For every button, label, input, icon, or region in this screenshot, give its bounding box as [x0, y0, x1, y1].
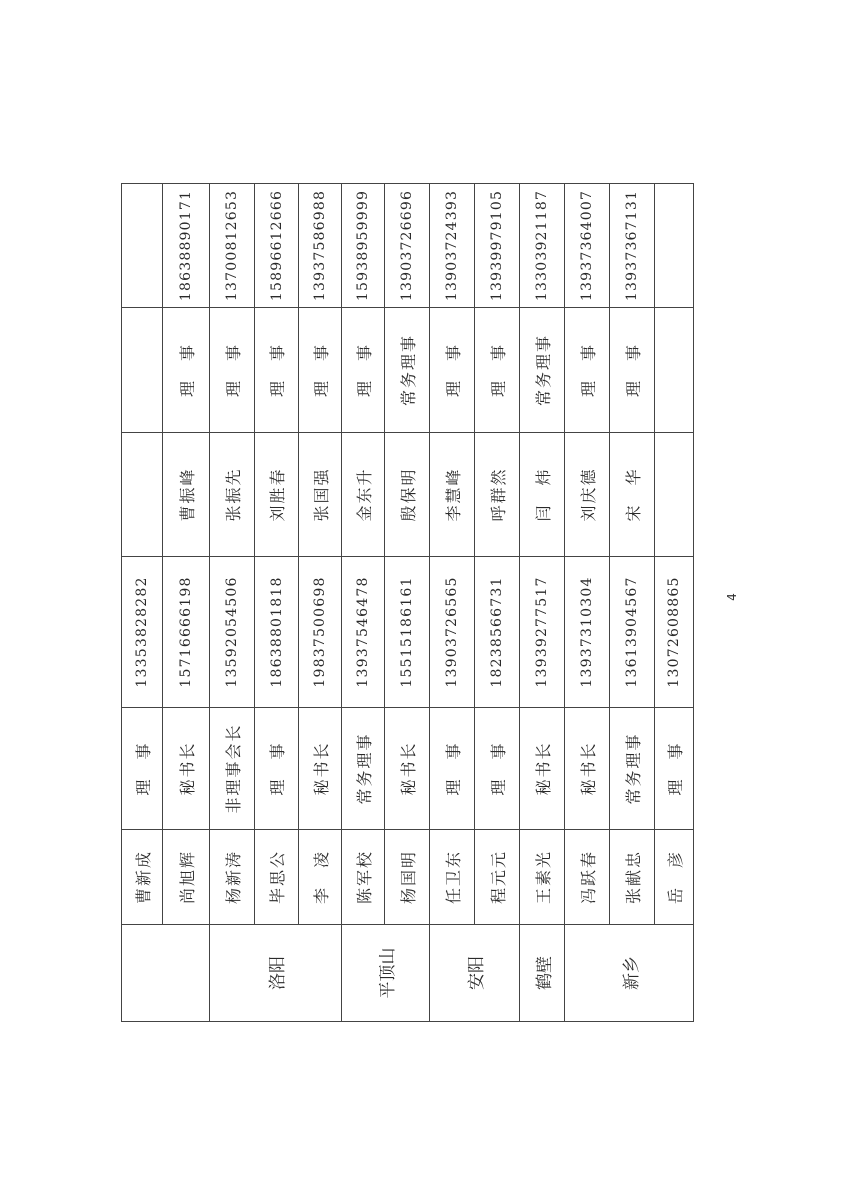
role-cell: 理 事 — [655, 708, 694, 830]
phone-cell: 19837500698 — [299, 557, 342, 708]
table-row — [520, 184, 565, 1022]
name-cell: 金东升 — [342, 433, 385, 557]
role-cell: 理 事 — [299, 308, 342, 433]
name-cell-blank — [122, 433, 163, 557]
phone-cell: 13353828282 — [122, 557, 163, 708]
phone-cell: 18638801818 — [255, 557, 299, 708]
role-cell: 常务理事 — [610, 708, 655, 830]
name-cell: 冯跃春 — [565, 830, 610, 925]
role-cell: 理 事 — [255, 308, 299, 433]
phone-cell: 18638890171 — [163, 184, 210, 308]
role-cell: 理 事 — [430, 708, 475, 830]
name-cell: 殷保明 — [385, 433, 430, 557]
phone-cell-blank — [655, 184, 694, 308]
phone-cell: 13939979105 — [475, 184, 520, 308]
role-cell: 理 事 — [255, 708, 299, 830]
region-cell: 新乡 — [565, 925, 694, 1022]
role-cell-blank — [655, 308, 694, 433]
name-cell: 刘庆德 — [565, 433, 610, 557]
role-cell: 秘书长 — [299, 708, 342, 830]
table-row — [475, 184, 520, 1022]
role-cell: 理 事 — [475, 308, 520, 433]
name-cell: 王素光 — [520, 830, 565, 925]
role-cell: 常务理事 — [520, 308, 565, 433]
phone-cell: 13937367131 — [610, 184, 655, 308]
table-row — [430, 184, 475, 1022]
role-cell: 常务理事 — [342, 708, 385, 830]
role-cell: 理 事 — [610, 308, 655, 433]
table-row — [210, 184, 255, 1022]
role-cell: 常务理事 — [385, 308, 430, 433]
phone-cell: 13939277517 — [520, 557, 565, 708]
name-cell: 刘胜春 — [255, 433, 299, 557]
phone-cell: 13903724393 — [430, 184, 475, 308]
phone-cell: 13903726696 — [385, 184, 430, 308]
phone-cell: 13700812653 — [210, 184, 255, 308]
region-cell: 安阳 — [430, 925, 520, 1022]
name-cell: 程元元 — [475, 830, 520, 925]
name-cell: 李 凌 — [299, 830, 342, 925]
role-cell: 理 事 — [342, 308, 385, 433]
phone-cell-blank — [122, 184, 163, 308]
phone-cell: 13937586988 — [299, 184, 342, 308]
role-cell: 秘书长 — [163, 708, 210, 830]
table-row — [122, 184, 163, 1022]
role-cell: 秘书长 — [565, 708, 610, 830]
page-number: 4 — [724, 593, 739, 601]
phone-cell: 15896612666 — [255, 184, 299, 308]
table-row — [163, 184, 210, 1022]
phone-cell: 18238566731 — [475, 557, 520, 708]
name-cell: 杨国明 — [385, 830, 430, 925]
phone-cell: 13937546478 — [342, 557, 385, 708]
name-cell: 杨新涛 — [210, 830, 255, 925]
phone-cell: 15938959999 — [342, 184, 385, 308]
name-cell: 岳 彦 — [655, 830, 694, 925]
name-cell: 张振先 — [210, 433, 255, 557]
region-cell: 平顶山 — [342, 925, 430, 1022]
phone-cell: 13072608865 — [655, 557, 694, 708]
name-cell: 张献忠 — [610, 830, 655, 925]
role-cell: 理 事 — [163, 308, 210, 433]
name-cell: 李慧峰 — [430, 433, 475, 557]
region-cell: 洛阳 — [210, 925, 342, 1022]
name-cell: 毕思公 — [255, 830, 299, 925]
role-cell: 理 事 — [565, 308, 610, 433]
name-cell: 任卫东 — [430, 830, 475, 925]
region-cell-blank — [122, 925, 210, 1022]
table-row — [342, 184, 385, 1022]
role-cell: 理 事 — [430, 308, 475, 433]
name-cell: 曹振峰 — [163, 433, 210, 557]
name-cell: 闫 炜 — [520, 433, 565, 557]
phone-cell: 13592054506 — [210, 557, 255, 708]
rotated-page-content — [121, 184, 693, 1022]
name-cell: 曹新成 — [122, 830, 163, 925]
role-cell: 理 事 — [475, 708, 520, 830]
role-cell: 非理事会长 — [210, 708, 255, 830]
table-row — [385, 184, 430, 1022]
role-cell-blank — [122, 308, 163, 433]
region-cell: 鹤壁 — [520, 925, 565, 1022]
name-cell: 陈军校 — [342, 830, 385, 925]
member-table — [121, 183, 694, 1022]
phone-cell: 13937310304 — [565, 557, 610, 708]
table-row — [299, 184, 342, 1022]
role-cell: 理 事 — [210, 308, 255, 433]
role-cell: 秘书长 — [520, 708, 565, 830]
name-cell-blank — [655, 433, 694, 557]
table-row — [655, 184, 694, 1022]
phone-cell: 15716666198 — [163, 557, 210, 708]
name-cell: 尚旭辉 — [163, 830, 210, 925]
table-row — [565, 184, 610, 1022]
role-cell: 理 事 — [122, 708, 163, 830]
table-row — [255, 184, 299, 1022]
name-cell: 呼群然 — [475, 433, 520, 557]
name-cell: 宋 华 — [610, 433, 655, 557]
phone-cell: 15515186161 — [385, 557, 430, 708]
name-cell: 张国强 — [299, 433, 342, 557]
table-row — [610, 184, 655, 1022]
phone-cell: 13303921187 — [520, 184, 565, 308]
phone-cell: 13903726565 — [430, 557, 475, 708]
phone-cell: 13937364007 — [565, 184, 610, 308]
phone-cell: 13613904567 — [610, 557, 655, 708]
role-cell: 秘书长 — [385, 708, 430, 830]
